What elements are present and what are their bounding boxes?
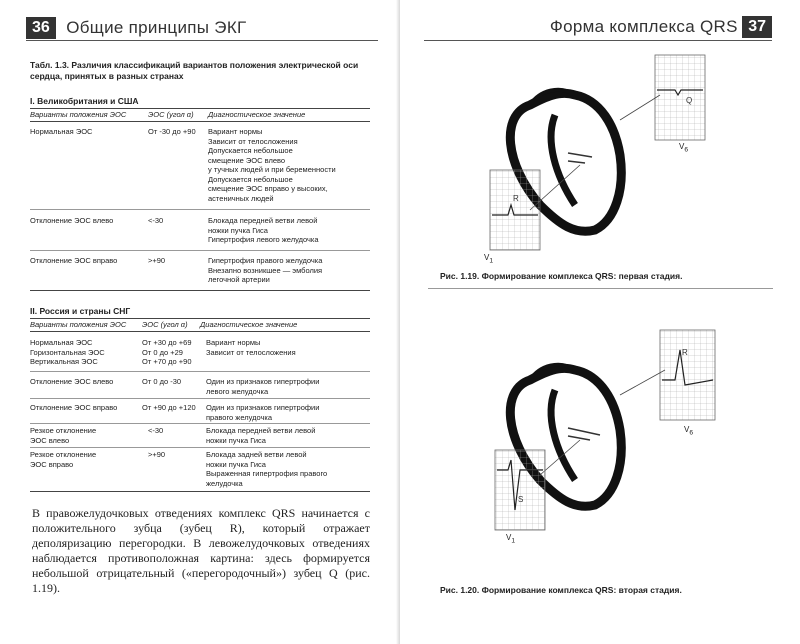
row-divider bbox=[30, 447, 370, 448]
wave-label-r: R bbox=[682, 348, 688, 357]
cell-angle: От -30 до +90 bbox=[148, 127, 196, 136]
row-divider bbox=[30, 250, 370, 251]
col-meaning: Диагностическое значение bbox=[208, 110, 306, 119]
ecg-strip-v6 bbox=[660, 330, 715, 420]
page-number-left: 36 bbox=[26, 17, 56, 39]
lead-label-v1: $V_1$ bbox=[506, 533, 516, 545]
cell-meaning: Вариант нормы Зависит от телосложения Допускается небольшое смещение ЭОС влево у тучных людей и при беременности Допускается небольшое смещение ЭОС вправо у высоких, астеничных людей bbox=[208, 127, 336, 203]
ecg-strip-v1 bbox=[495, 450, 545, 530]
cell-variant: Нормальная ЭОС bbox=[30, 127, 93, 136]
section-title: I. Великобритания и США bbox=[30, 96, 139, 106]
section-title: II. Россия и страны СНГ bbox=[30, 306, 131, 316]
header-rule bbox=[26, 40, 378, 41]
wave-label-s: S bbox=[518, 495, 524, 504]
right-page bbox=[400, 0, 800, 644]
row-divider bbox=[30, 398, 370, 399]
figure-caption: Рис. 1.20. Формирование комплекса QRS: вторая стадия. bbox=[440, 585, 682, 595]
table-caption: Табл. 1.3. Различия классификаций вариантов положения электрической оси сердца, принятых в разных странах bbox=[30, 60, 359, 81]
lead-label-v6: $V_6$ bbox=[679, 142, 689, 154]
ecg-strip-v6 bbox=[655, 55, 705, 140]
section-divider bbox=[30, 290, 370, 291]
body-paragraph: В правожелудочковых отведениях комплекс QRS начинается с положительного зубца (зубец R), который отражает деполяризацию перегородки. В левожелудочковых отведениях наблюдается противоположная картина: здесь формируется небольшой отрицательный («перегородочный») зубец Q (рис. 1.19). bbox=[32, 506, 370, 595]
table-column-header bbox=[30, 108, 370, 122]
figure-qrs-first-stage bbox=[460, 45, 760, 265]
table-column-header: Варианты положения ЭОС ЭОС (угол α) Диагностическое значение bbox=[30, 318, 370, 332]
running-title-left: Общие принципы ЭКГ bbox=[66, 17, 247, 37]
row-divider bbox=[30, 209, 370, 210]
wave-label-r: R bbox=[513, 194, 519, 203]
row-divider bbox=[30, 423, 370, 424]
page-number-right: 37 bbox=[742, 16, 772, 38]
lead-label-v6: $V_6$ bbox=[684, 425, 694, 437]
header-rule bbox=[424, 40, 772, 41]
col-angle: ЭОС (угол α) bbox=[148, 110, 194, 119]
table-bottom-rule bbox=[30, 491, 370, 492]
wave-label-q: Q bbox=[686, 96, 693, 105]
figure-caption: Рис. 1.19. Формирование комплекса QRS: первая стадия. bbox=[440, 271, 683, 281]
row-divider bbox=[30, 371, 370, 372]
lead-label-v1: $V_1$ bbox=[484, 253, 494, 265]
figure-divider bbox=[428, 288, 773, 289]
col-variant: Варианты положения ЭОС bbox=[30, 110, 127, 119]
running-title-right: Форма комплекса QRS bbox=[549, 16, 738, 36]
ecg-strip-v1 bbox=[490, 170, 540, 250]
left-page: 36 Общие принципы ЭКГ Табл. 1.3. Различия классификаций вариантов положения электрической оси сердца, принятых в разных странах I. Великобритания и США Варианты положения ЭОС ЭОС (угол α) Диагностическое значение Нормальная ЭОС От -30 до +90 Вариант нормы Зависит от телосложения Допускается небольшое смещение ЭОС влево у тучных людей и при беременности Допускается небольшое смещение ЭОС вправо у высоких, астеничных людей Отклонение ЭОС влево <-30 Блокада передней ветви левой ножки пучка Гиса Гипертрофия левого желудочка Отклонение ЭОС вправо >+90 Гипертрофия правого желудочка Внезапно возникшее — эмболия легочной артерии II. Россия и страны СНГ Варианты положения ЭОС ЭОС (угол α) Диагностическое значение Нормальная ЭОС Горизонтальная ЭОС Вертикальная ЭОС От +30 до +69 От 0 до +29 От +70 до +90 Вариант нормы Зависит от телосложения Отклонение ЭОС влево От 0 до -30 Один из признаков гипертрофии левого желудочка Отклонение ЭОС вправо От +90 до +120 Один из признаков гипертрофии правого желудочка Резкое отклонение ЭОС влево <-30 Блокада передней ветви левой ножки пучка Гиса Резкое отклонение ЭОС вправо >+90 Блокада задней ветви левой ножки пучка Гиса Выраженная гипертрофия правого желудочка В правожелудочковых отведениях комплекс QRS начинается с положительного зубца (зубец R), который отражает деполяризацию перегородки. В левожелудочковых отведениях наблюдается противоположная картина: здесь формируется небольшой отрицательный («перегородочный») зубец Q (рис. 1.19). bbox=[0, 0, 400, 644]
left-page-header bbox=[26, 17, 376, 39]
right-page-header bbox=[544, 16, 772, 38]
figure-qrs-second-stage bbox=[460, 325, 760, 555]
